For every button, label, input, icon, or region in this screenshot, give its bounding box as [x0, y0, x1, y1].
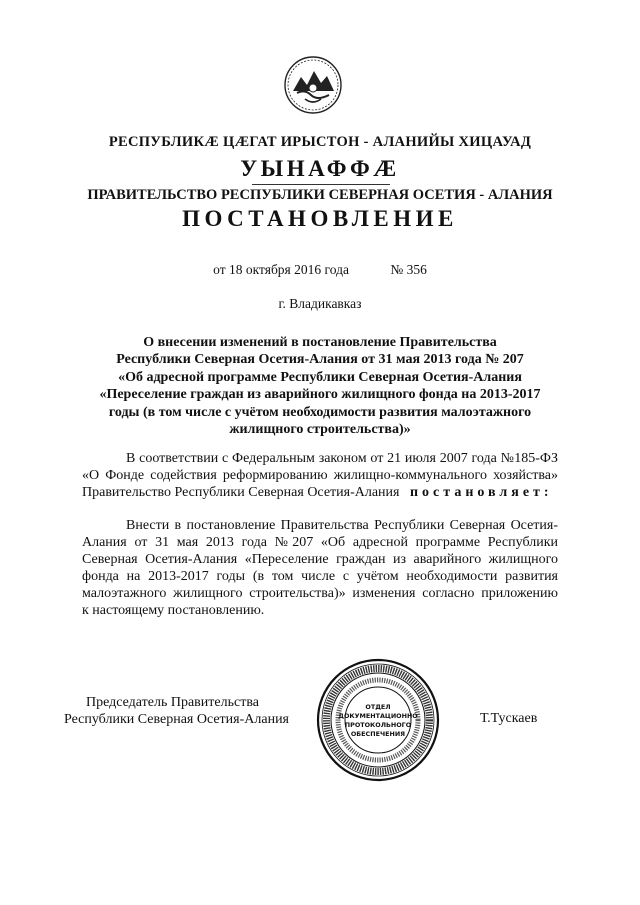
resolution-title [70, 334, 570, 438]
body-line [82, 484, 558, 501]
seal-line: ОТДЕЛ [365, 703, 391, 711]
ossetian-document-type: УЫНАФФӔ [240, 156, 400, 181]
body-line: Внести в постановление Правительства Республики Северная Осетия- [126, 518, 558, 533]
resolves-verb: постановляет: [409, 485, 553, 500]
seal-line: ДОКУМЕНТАЦИОННО [338, 712, 418, 720]
body-line: к настоящему постановлению. [82, 603, 265, 618]
document-number: № 356 [390, 262, 427, 277]
signatory-position [64, 694, 314, 728]
body-line: В соответствии с Федеральным законом от 21 июля 2007 года №185-ФЗ [126, 451, 558, 466]
document-type-title: ПОСТАНОВЛЕНИЕ [182, 206, 458, 231]
signatory-name: Т.Тускаев [480, 711, 538, 726]
operative-paragraph [82, 517, 558, 619]
body-line: малоэтажного жилищного строительства)» изменения согласно приложению [82, 586, 558, 601]
body-line-text: Правительство Республики Северная Осетия-Алания [82, 485, 400, 500]
title-line: Республики Северная Осетия-Алания от 31 мая 2013 года № 207 [116, 352, 524, 368]
date-number-line [0, 262, 640, 278]
title-line: жилищного строительства)» [229, 422, 411, 438]
russian-authority-name: ПРАВИТЕЛЬСТВО РЕСПУБЛИКИ СЕВЕРНАЯ ОСЕТИЯ - АЛАНИЯ [87, 187, 553, 203]
title-line: О внесении изменений в постановление Правительства [143, 335, 497, 350]
header-divider [252, 184, 390, 185]
ossetian-authority-name: РЕСПУБЛИКӔ ЦӔГАТ ИРЫСТОН - АЛАНИЙЫ ХИЦАУАД [108, 134, 532, 150]
official-seal-stamp [316, 658, 440, 782]
coat-of-arms-emblem [283, 55, 343, 115]
document-date: от 18 октября 2016 года [213, 262, 349, 277]
seal-line: ПРОТОКОЛЬНОГО [344, 721, 412, 729]
title-line: годы (в том числе с учётом необходимости развития малоэтажного [108, 404, 532, 420]
seal-line: ОБЕСПЕЧЕНИЯ [350, 730, 406, 738]
title-line: «Об адресной программе Республики Северная Осетия-Алания [118, 369, 522, 385]
body-line: Северная Осетия-Алания «Переселение граждан из аварийного жилищного [82, 552, 558, 567]
position-line: Республики Северная Осетия-Алания [64, 712, 289, 727]
body-line: фонда на 2013-2017 годы (в том числе с учётом необходимости развития [82, 569, 558, 584]
position-line: Председатель Правительства [86, 695, 259, 710]
preamble-paragraph [82, 450, 558, 501]
body-line: «О Фонде содействия реформированию жилищно-коммунального хозяйства» [82, 468, 558, 483]
title-line: «Переселение граждан из аварийного жилищного фонда на 2013-2017 [99, 387, 541, 403]
body-line: Алания от 31 мая 2013 года №207 «Об адресной программе Республики [82, 535, 558, 550]
document-city: г. Владикавказ [278, 296, 362, 311]
